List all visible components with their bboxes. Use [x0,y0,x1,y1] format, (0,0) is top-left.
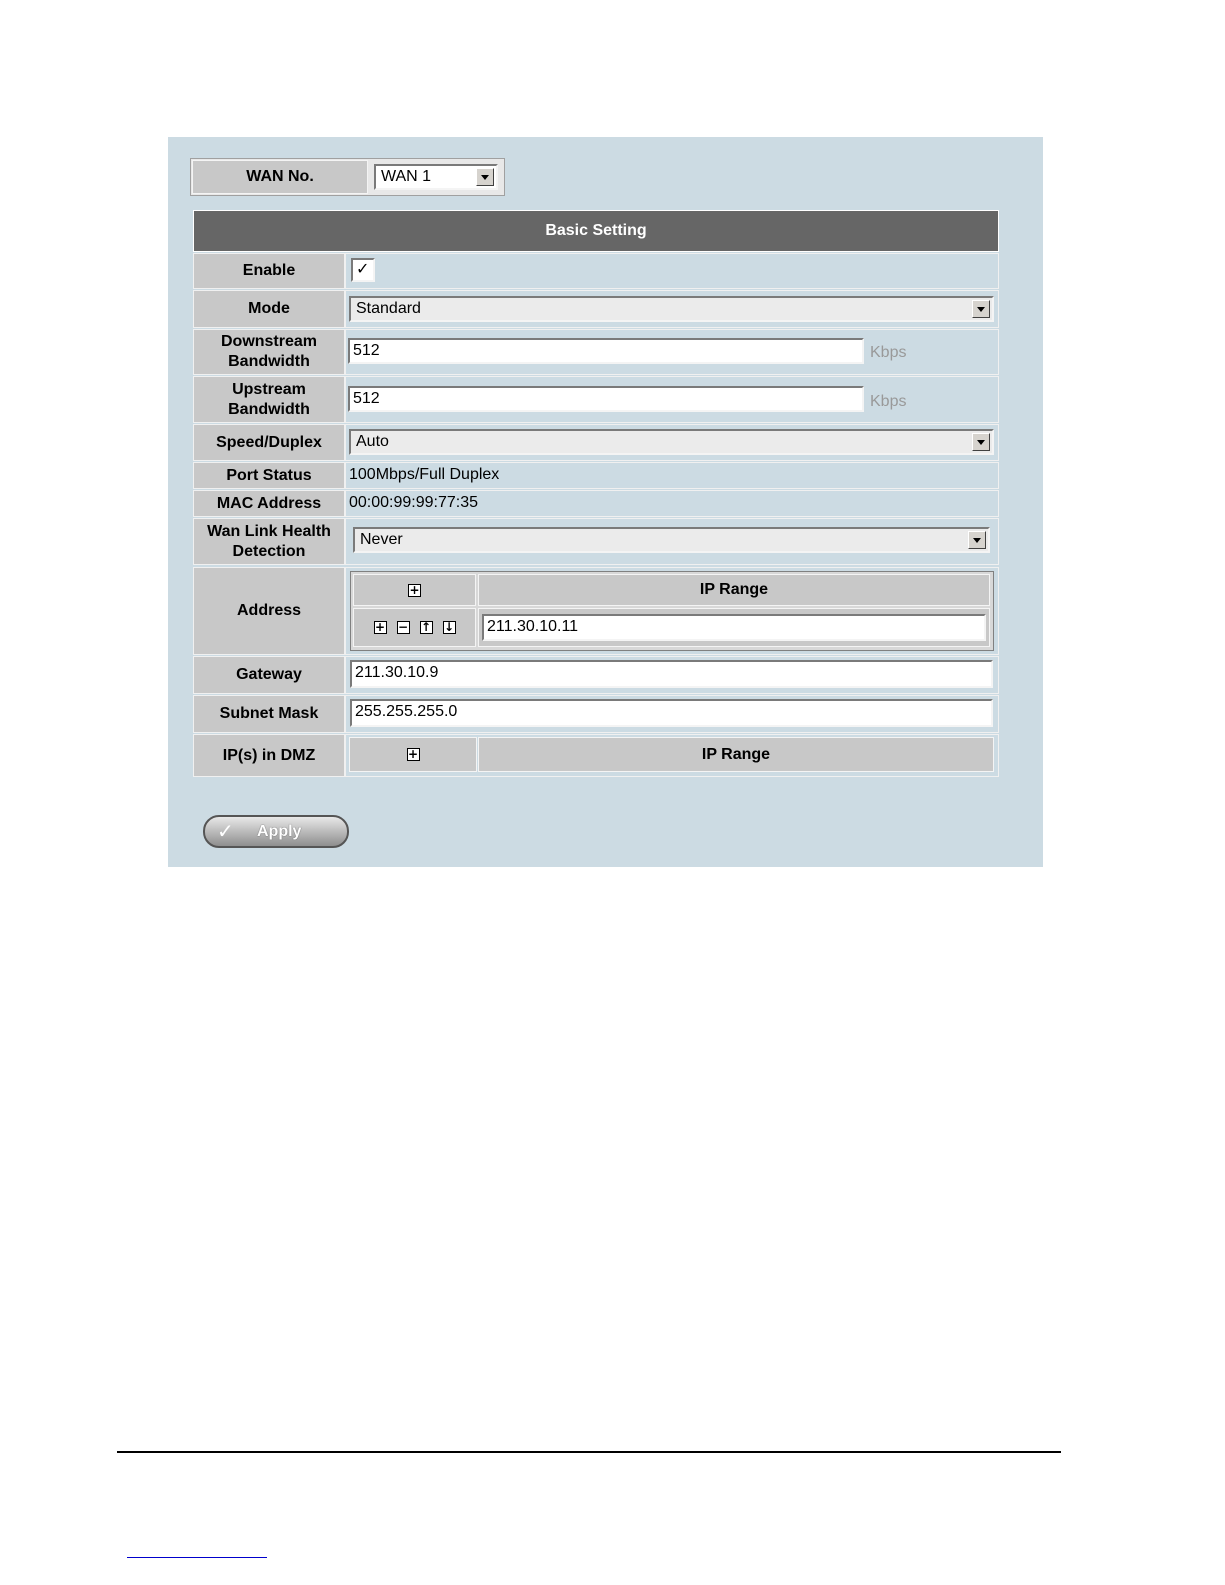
mode-label: Mode [193,290,345,328]
dmz-label: IP(s) in DMZ [193,734,345,777]
downstream-unit: Kbps [870,344,907,361]
chevron-down-icon[interactable] [968,531,986,549]
dmz-add-header [349,737,477,772]
address-label: Address [193,567,345,655]
speed-duplex-label: Speed/Duplex [193,424,345,461]
downstream-label: Downstream Bandwidth [193,329,345,375]
address-row-actions [353,608,476,647]
add-icon[interactable]: + [407,747,419,761]
port-status-value: 100Mbps/Full Duplex [349,466,500,483]
apply-button[interactable] [203,815,349,848]
checkmark-icon: ✓ [356,259,370,278]
speed-duplex-select[interactable] [349,429,994,455]
wan-no-value: WAN 1 [381,168,432,185]
port-status-label: Port Status [193,462,345,489]
chevron-down-icon[interactable] [476,168,494,186]
wan-no-label: WAN No. [192,160,368,194]
move-up-icon[interactable]: ↑ [420,620,432,634]
subnet-mask-input[interactable]: 255.255.255.0 [350,699,993,727]
address-ip-input[interactable]: 211.30.10.11 [482,614,986,641]
checkmark-icon: ✓ [217,819,234,843]
enable-cell [345,253,999,289]
address-ip-range-header: IP Range [478,574,990,606]
remove-icon[interactable]: − [397,620,409,634]
enable-label: Enable [193,253,345,289]
upstream-unit: Kbps [870,393,907,410]
add-icon[interactable]: + [409,582,420,597]
health-detection-label: Wan Link Health Detection [193,518,345,565]
chevron-down-icon[interactable] [972,433,990,451]
section-header: Basic Setting [193,210,999,252]
gateway-label: Gateway [193,656,345,694]
chevron-down-icon[interactable] [972,300,990,318]
apply-label: Apply [257,823,302,840]
enable-checkbox[interactable] [351,258,375,282]
speed-duplex-value: Auto [356,433,389,450]
mode-select[interactable] [349,296,994,322]
downstream-input[interactable]: 512 [348,338,864,364]
gateway-input[interactable]: 211.30.10.9 [350,660,993,688]
footer-link-underline [127,1557,267,1558]
subnet-mask-label: Subnet Mask [193,695,345,733]
health-detection-value: Never [360,531,403,548]
mode-value: Standard [356,300,421,317]
upstream-input[interactable]: 512 [348,386,864,412]
footer-rule [117,1451,1061,1453]
mac-address-label: MAC Address [193,490,345,517]
upstream-label: Upstream Bandwidth [193,376,345,423]
mac-address-value: 00:00:99:99:77:35 [349,494,479,511]
move-down-icon[interactable]: ↓ [443,620,455,634]
add-icon[interactable]: + [374,620,386,634]
dmz-ip-range-header: IP Range [478,737,994,772]
health-detection-select[interactable] [353,527,990,553]
wan-no-select[interactable] [374,164,498,190]
address-add-header [353,574,476,606]
